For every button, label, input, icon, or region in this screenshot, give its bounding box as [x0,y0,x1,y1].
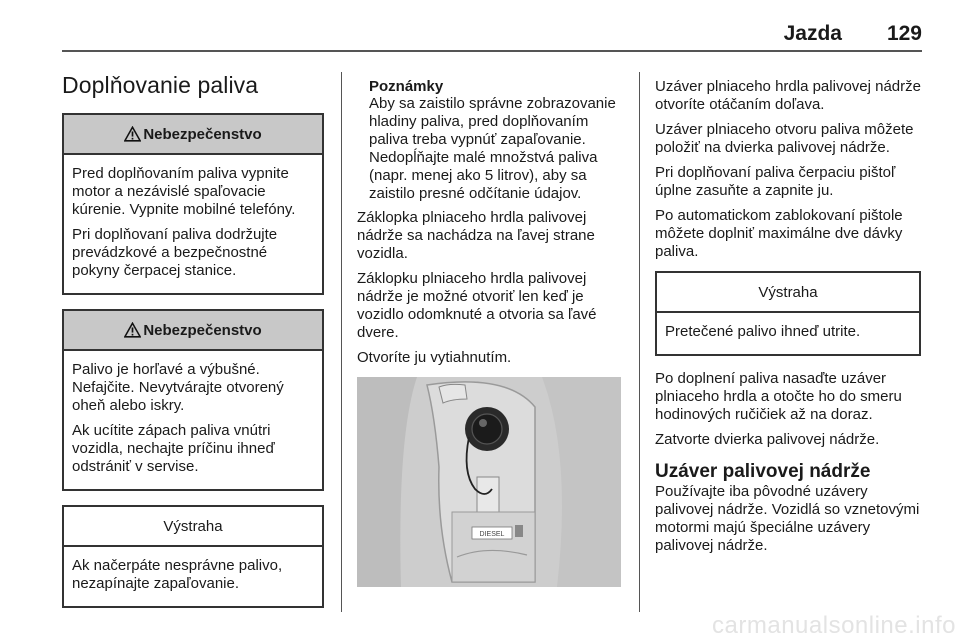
column-1 [62,72,324,622]
body-paragraph: Záklopka plniaceho hrdla palivovej nádrže sa nachádza na ľavej strane vozidla. [357,209,595,262]
column-divider-1 [341,72,342,612]
column-divider-2 [639,72,640,612]
fuel-filler-illustration [357,377,621,587]
body-paragraph: Pri doplňovaní paliva čerpaciu pištoľ úplne zasuňte a zapnite ju. [655,164,896,199]
caution-box [62,505,324,608]
body-paragraph: Uzáver plniaceho otvoru paliva môžete položiť na dvierka palivovej nádrže. [655,121,914,156]
danger-box-1 [62,113,324,295]
page-number: 129 [886,22,922,45]
danger-box-title [64,311,322,351]
danger-box-title-text: Nebezpečenstvo [143,321,262,339]
danger-box-body [64,155,322,293]
caution-text: Pretečené palivo ihneď utrite. [665,323,861,340]
body-paragraph: Používajte iba pôvodné uzávery palivovej nádrže. Vozidlá so vznetovými motormi majú špeciálne uzávery palivovej nádrže. [655,483,920,554]
danger-text: Pri doplňovaní paliva dodržujte prevádzkové a bezpečnostné pokyny čerpacej stanice. [72,226,278,279]
caution-box-body [64,547,322,606]
body-paragraph: Otvoríte ju vytiahnutím. [357,349,512,366]
body-paragraph: Záklopku plniaceho hrdla palivovej nádrže je možné otvoriť len keď je vozidlo odomknuté a otvoria sa ľavé dvere. [357,270,597,341]
caution-box-body [657,313,919,354]
section-title: Jazda [783,22,842,45]
caution-box [655,271,921,356]
danger-box-body [64,351,322,489]
subsection-heading: Uzáver palivovej nádrže [655,461,871,482]
caution-box-title: Výstraha [657,273,919,313]
page-header [62,12,922,52]
body-paragraph: Po automatickom zablokovaní pištole môžete doplniť maximálne dve dávky paliva. [655,207,903,260]
caution-box-title: Výstraha [64,507,322,547]
body-paragraph: Uzáver plniaceho hrdla palivovej nádrže otvoríte otáčaním doľava. [655,78,921,113]
danger-box-title-text: Nebezpečenstvo [143,125,262,143]
danger-box-title [64,115,322,155]
section-heading: Doplňovanie paliva [62,72,259,98]
notes-block [357,78,625,203]
column-2 [357,78,625,587]
fuel-filler-drawing [357,377,621,587]
warning-triangle-icon [124,126,141,142]
column-3 [655,78,921,562]
warning-triangle-icon [124,322,141,338]
body-paragraph: Zatvorte dvierka palivovej nádrže. [655,431,880,448]
danger-box-2 [62,309,324,491]
caution-text: Ak načerpáte nesprávne palivo, nezapínajte zapaľovanie. [72,557,283,592]
notes-title: Poznámky [369,78,444,95]
danger-text: Pred doplňovaním paliva vypnite motor a nezávislé spaľovacie kúrenie. Vypnite mobilné telefóny. [72,165,296,218]
danger-text: Palivo je horľavé a výbušné. Nefajčite. Nevytvárajte otvorený oheň alebo iskry. [72,361,284,414]
watermark: carmanualsonline.info [712,612,956,639]
body-paragraph: Po doplnení paliva nasaďte uzáver plniaceho hrdla a otočte ho do smeru hodinových ručičiek až na doraz. [655,370,902,423]
danger-text: Ak ucítite zápach paliva vnútri vozidla, nechajte príčinu ihneď odstrániť v servise. [72,422,275,475]
notes-text: Aby sa zaistilo správne zobrazovanie hladiny paliva, pred doplňovaním paliva treba vypnúť zapaľovanie. Nedopĺňajte malé množstvá paliva (napr. menej ako 5 litrov), aby sa zaistilo presné odčítanie údajov. [369,95,616,202]
diesel-label: DIESEL [479,531,505,538]
